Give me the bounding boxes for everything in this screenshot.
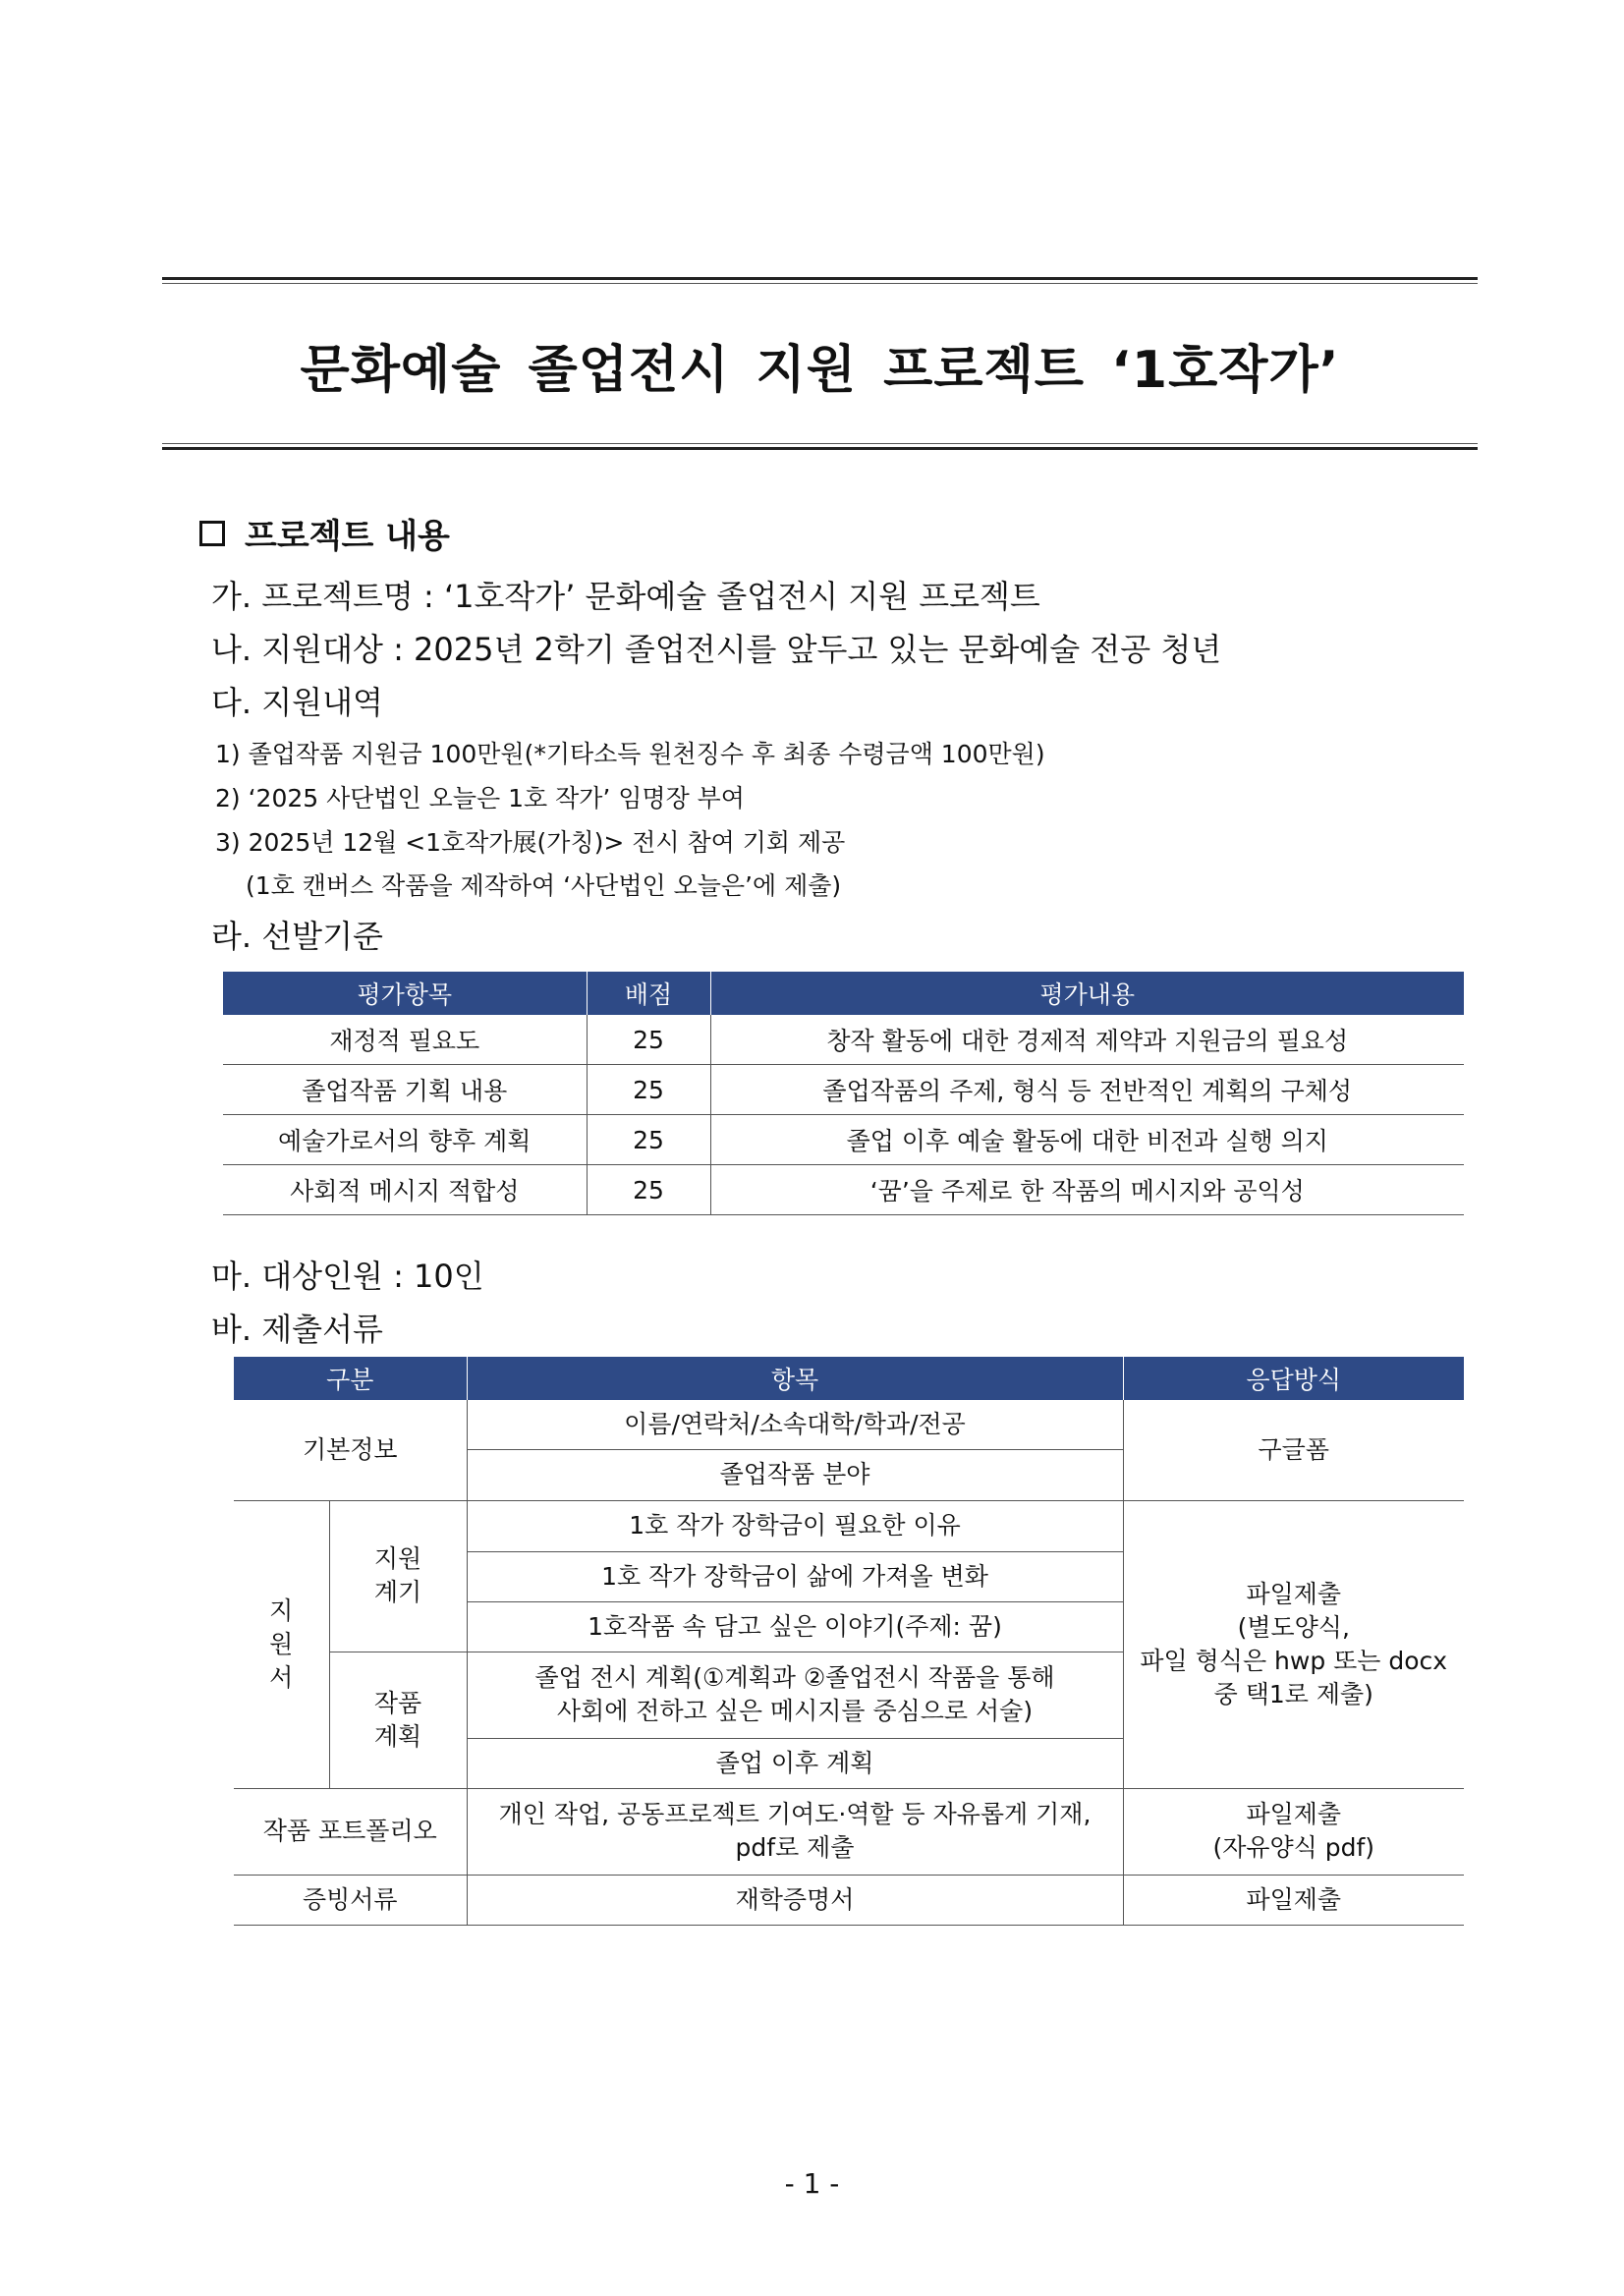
table-row [234,1500,1464,1551]
criteria-header: 평가내용 [710,972,1464,1015]
criteria-description: 졸업 이후 예술 활동에 대한 비전과 실행 의지 [710,1115,1464,1165]
item-project-name: 가. 프로젝트명 : ‘1호작가’ 문화예술 졸업전시 지원 프로젝트 [211,578,1040,615]
basic-info-item: 이름/연락처/소속대학/학과/전공 [467,1400,1123,1449]
criteria-score: 25 [587,1065,710,1115]
table-row [223,1115,1464,1165]
document-title: 문화예술 졸업전시 지원 프로젝트 ‘1호작가’ [300,341,1340,400]
item-headcount: 마. 대상인원 : 10인 [211,1258,484,1295]
support-item-3-note: (1호 캔버스 작품을 제작하여 ‘사단법인 오늘은’에 제출) [246,871,842,900]
portfolio-item: 개인 작업, 공동프로젝트 기여도·역할 등 자유롭게 기재, pdf로 제출 [467,1788,1123,1875]
documents-header: 구분 [234,1357,467,1400]
table-row [234,1788,1464,1875]
motive-item: 1호 작가 장학금이 필요한 이유 [467,1500,1123,1551]
item-criteria-heading: 라. 선발기준 [211,918,383,955]
title-rule-top-thin [162,283,1478,284]
criteria-item: 사회적 메시지 적합성 [223,1165,587,1215]
item-target: 나. 지원대상 : 2025년 2학기 졸업전시를 앞두고 있는 문화예술 전공 청년 [211,631,1222,668]
criteria-item: 졸업작품 기획 내용 [223,1065,587,1115]
portfolio-label: 작품 포트폴리오 [234,1788,467,1875]
criteria-description: ‘꿈’을 주제로 한 작품의 메시지와 공익성 [710,1165,1464,1215]
portfolio-method: 파일제출 (자유양식 pdf) [1123,1788,1464,1875]
criteria-score: 25 [587,1015,710,1065]
title-block [162,277,1478,450]
table-row [234,1400,1464,1449]
basic-info-label: 기본정보 [234,1400,467,1500]
proof-method: 파일제출 [1123,1875,1464,1925]
proof-item: 재학증명서 [467,1875,1123,1925]
title-rule-bottom-thin [162,443,1478,444]
motive-label: 지원 계기 [329,1500,467,1652]
section-heading [199,509,450,557]
criteria-header: 평가항목 [223,972,587,1015]
table-row [223,1165,1464,1215]
plan-label: 작품 계획 [329,1652,467,1788]
criteria-header-row [223,972,1464,1015]
motive-item: 1호 작가 장학금이 삶에 가져올 변화 [467,1551,1123,1601]
proof-label: 증빙서류 [234,1875,467,1925]
documents-header: 항목 [467,1357,1123,1400]
page-number: - 1 - [784,2167,840,2200]
section-heading-text: 프로젝트 내용 [245,517,450,556]
criteria-score: 25 [587,1165,710,1215]
title-rule-top [162,277,1478,280]
criteria-item: 재정적 필요도 [223,1015,587,1065]
criteria-description: 졸업작품의 주제, 형식 등 전반적인 계획의 구체성 [710,1065,1464,1115]
criteria-table [223,972,1464,1215]
application-method: 파일제출 (별도양식, 파일 형식은 hwp 또는 docx 중 택1로 제출) [1123,1500,1464,1788]
square-bullet-icon [199,521,225,546]
documents-header-row [234,1357,1464,1400]
plan-item: 졸업 이후 계획 [467,1738,1123,1788]
criteria-score: 25 [587,1115,710,1165]
item-documents-heading: 바. 제출서류 [211,1311,383,1348]
criteria-description: 창작 활동에 대한 경제적 제약과 지원금의 필요성 [710,1015,1464,1065]
support-item-2: 2) ‘2025 사단법인 오늘은 1호 작가’ 임명장 부여 [215,784,745,812]
table-row [234,1875,1464,1925]
support-item-1: 1) 졸업작품 지원금 100만원(*기타소득 원천징수 후 최종 수령금액 100만원) [215,740,1045,768]
item-support-heading: 다. 지원내역 [211,684,383,721]
basic-info-method: 구글폼 [1123,1400,1464,1500]
basic-info-item: 졸업작품 분야 [467,1449,1123,1500]
table-row [223,1015,1464,1065]
plan-item: 졸업 전시 계획(①계획과 ②졸업전시 작품을 통해 사회에 전하고 싶은 메시지를 중심으로 서술) [467,1652,1123,1738]
support-item-3: 3) 2025년 12월 <1호작가展(가칭)> 전시 참여 기회 제공 [215,828,846,857]
criteria-header: 배점 [587,972,710,1015]
application-label: 지 원 서 [234,1500,329,1788]
documents-header: 응답방식 [1123,1357,1464,1400]
title-rule-bottom [162,447,1478,450]
documents-table [234,1357,1464,1926]
table-row [223,1065,1464,1115]
motive-item: 1호작품 속 담고 싶은 이야기(주제: 꿈) [467,1601,1123,1652]
criteria-item: 예술가로서의 향후 계획 [223,1115,587,1165]
